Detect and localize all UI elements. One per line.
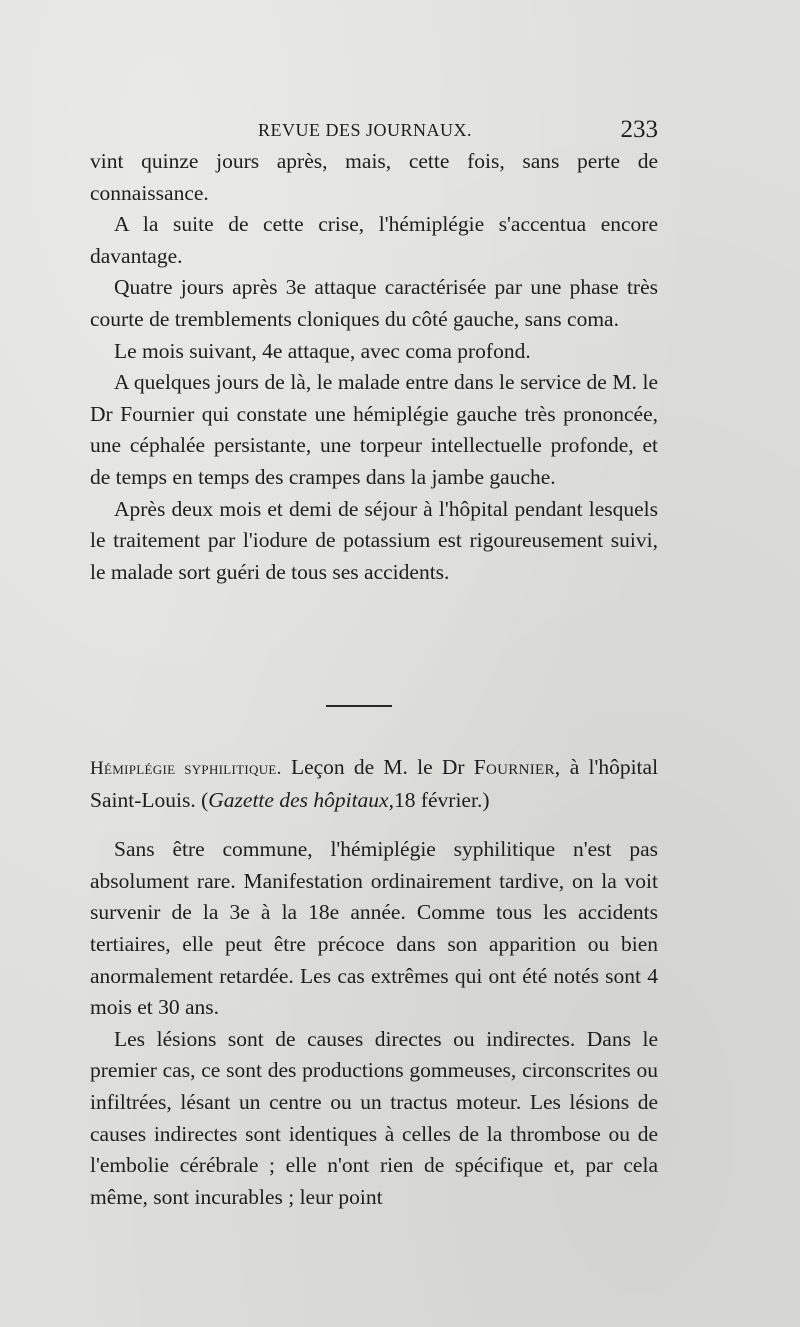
paragraph: Sans être commune, l'hémiplégie syphilitique n'est pas absolument rare. Manifestation ordinairement tardive, on la voit survenir de la 3e à la 18e année. Comme tous les accidents tertiaires, elle peut être précoce dans son apparition ou bien anormalement retardée. Les cas extrêmes qui ont été notés sont 4 mois et 30 ans. (90, 837, 658, 1020)
lecture-location: à l'hôpital Saint-Louis. (90, 755, 659, 812)
paragraph: A la suite de cette crise, l'hémiplégie s'accentua encore davantage. (90, 212, 658, 268)
paragraph: A quelques jours de là, le malade entre dans le service de M. le Dr Fournier qui constate une hémiplégie gauche très prononcée, une céphalée persistante, une torpeur intellectuelle profonde, et de temps en temps des crampes dans la jambe gauche. (90, 370, 658, 489)
paragraph: Le mois suivant, 4e attaque, avec coma profond. (114, 338, 531, 363)
lecture-intro: Leçon de M. le Dr (290, 755, 465, 779)
article-title: Hémiplégie syphilitique. (90, 758, 282, 779)
paragraph: Les lésions sont de causes directes ou indirectes. Dans le premier cas, ce sont des productions gommeuses, circonscrites ou infiltrées, lésant un centre ou un tractus moteur. Les lésions de causes indirectes sont identiques à celles de la thrombose ou de l'embolie cérébrale ; elle n'ont rien de spécifique et, par cela même, sont incurables ; leur point (90, 1026, 658, 1209)
page-header (90, 116, 658, 146)
source-date: 18 février.) (393, 787, 490, 812)
body-text-top (90, 146, 658, 588)
article-section (90, 752, 658, 1213)
lecturer-name: Fournier, (473, 755, 561, 779)
paragraph: Après deux mois et demi de séjour à l'hôpital pendant lesquels le traitement par l'iodure de potassium est rigoureusement suivi, le malade sort guéri de tous ses accidents. (90, 496, 658, 584)
paragraph: Quatre jours après 3e attaque caractérisée par une phase très courte de tremblements cloniques du côté gauche, sans coma. (90, 275, 658, 331)
source-open: ( (201, 787, 209, 812)
paragraph-continuation: vint quinze jours après, mais, cette fois, sans perte de connaissance. (90, 149, 658, 205)
section-divider (326, 705, 392, 707)
running-head: REVUE DES JOURNAUX. (258, 120, 473, 140)
page-number: 233 (620, 116, 658, 143)
source-title: Gazette des hôpitaux, (208, 787, 394, 812)
article-heading (90, 752, 658, 816)
